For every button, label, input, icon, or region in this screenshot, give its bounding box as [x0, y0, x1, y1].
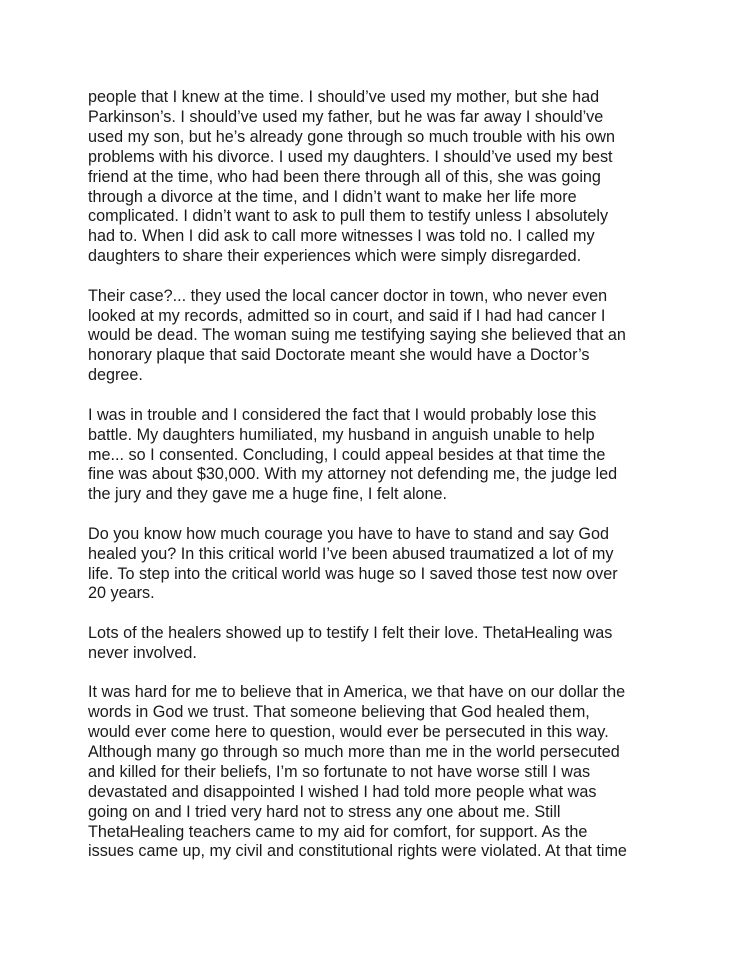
document-body [88, 88, 668, 882]
paragraph: Do you know how much courage you have to have to stand and say God healed you? In this critical world I’ve been abused traumatized a lot of my life. To step into the critical world was huge so I saved those test now over 20 years. [88, 524, 618, 603]
paragraph: Their case?... they used the local cancer doctor in town, who never even looked at my records, admitted so in court, and said if I had had cancer I would be dead. The woman suing me testifying saying she believed that an honorary plaque that said Doctorate meant she would have a Doctor’s degree. [88, 286, 626, 385]
paragraph: I was in trouble and I considered the fact that I would probably lose this battle. My daughters humiliated, my husband in anguish unable to help me... so I consented. Concluding, I could appeal besides at that time the fine was about $30,000. With my attorney not defending me, the judge led the jury and they gave me a huge fine, I felt alone. [88, 405, 618, 504]
paragraph: It was hard for me to believe that in America, we that have on our dollar the words in God we trust. That someone believing that God healed them, would ever come here to question, would ever be persecuted in this way. Although many go through so much more than me in the world persecuted and killed for their beliefs, I’m so fortunate to not have worse still I was devastated and disappointed I wished I had told more people what was going on and I tried very hard not to stress any one about me. Still ThetaHealing teachers came to my aid for comfort, for support. As the issues came up, my civil and constitutional rights were violated. At that time [88, 683, 627, 861]
paragraph: people that I knew at the time. I should’ve used my mother, but she had Parkinson’s. I should’ve used my father, but he was far away I should’ve used my son, but he’s already gone through so much trouble with his own problems with his divorce. I used my daughters. I should’ve used my best friend at the time, who had been there through all of this, she was going through a divorce at the time, and I didn’t want to make her life more complicated. I didn’t want to ask to pull them to testify unless I absolutely had to. When I did ask to call more witnesses I was told no. I called my daughters to share their experiences which were simply disregarded. [88, 88, 616, 266]
paragraph: Lots of the healers showed up to testify I felt their love. ThetaHealing was never involved. [88, 623, 613, 662]
